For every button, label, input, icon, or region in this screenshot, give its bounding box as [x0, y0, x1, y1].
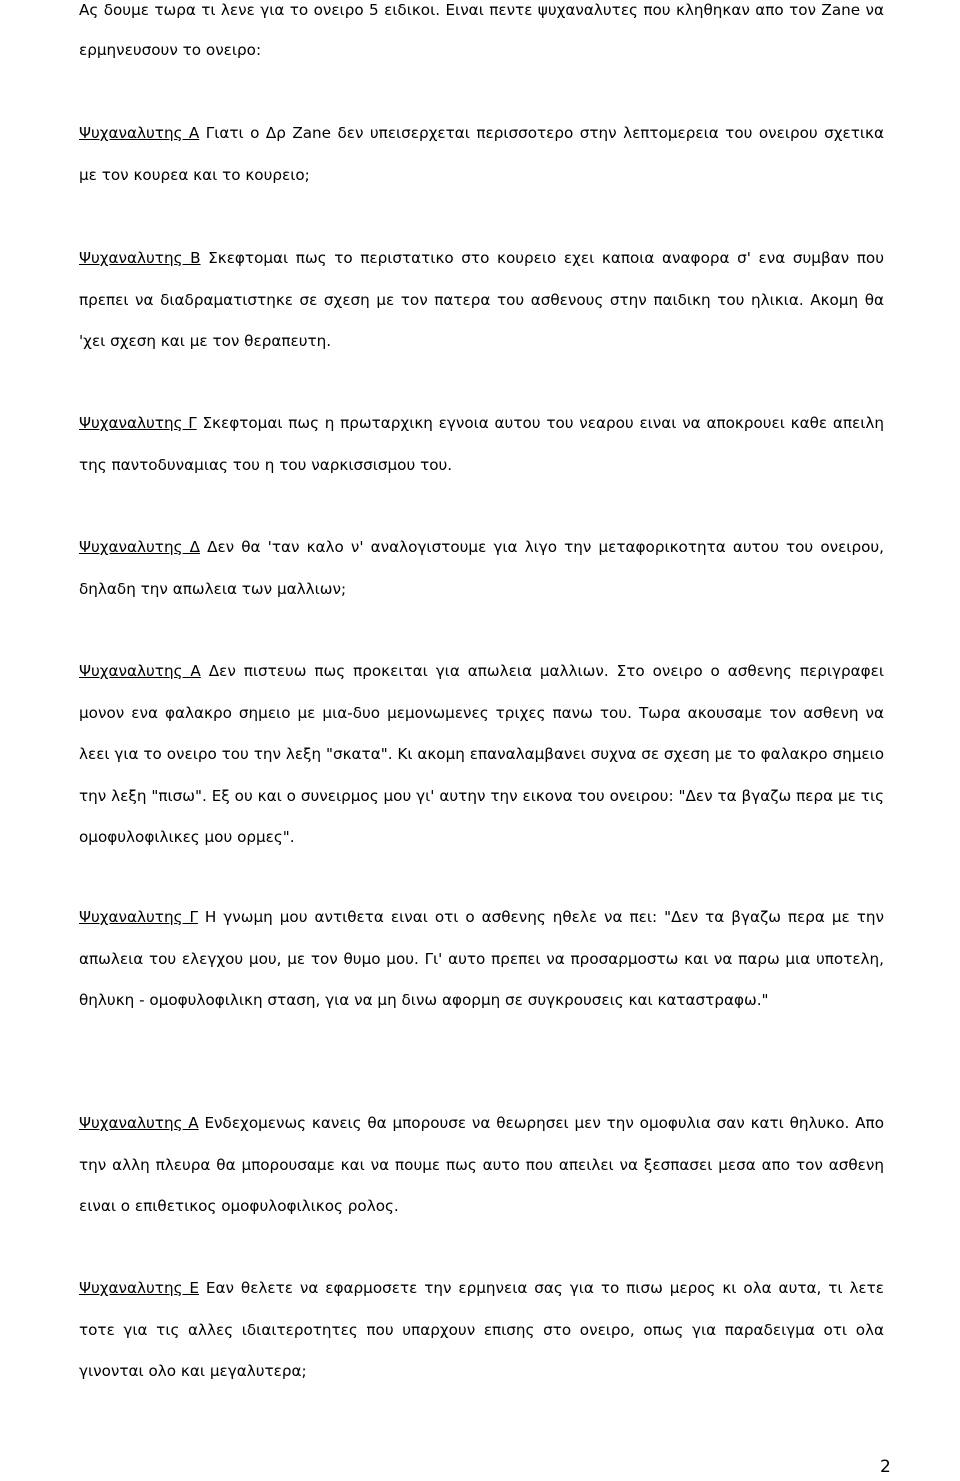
paragraph-text: Γιατι ο Δρ Zane δεν υπεισερχεται περισσοτερο στην λεπτομερεια του ονειρου σχετικα με τον κουρεα και το κουρειο; [79, 124, 884, 184]
paragraph-analyst-c-2 [79, 897, 884, 1022]
paragraph-text: Η γνωμη μου αντιθετα ειναι οτι ο ασθενης ηθελε να πει: "Δεν τα βγαζω περα με την απωλεια του ελεγχου μου, με τον θυμο μου. Γι' αυτο πρεπει να προσαρμοστω και να παρω μια υποτελη, θηλυκη - ομοφυλοφιλικη σταση, για να μη δινω αφορμη σε συγκρουσεις και καταστραφω." [79, 908, 884, 1009]
paragraph-analyst-e [79, 1268, 884, 1393]
paragraph-analyst-d [79, 527, 884, 610]
paragraph-analyst-a-1 [79, 113, 884, 196]
paragraph-analyst-c-1 [79, 403, 884, 486]
intro-text: Ας δουμε τωρα τι λενε για το ονειρο 5 ειδικοι. Ειναι πεντε ψυχαναλυτες που κληθηκαν απο τον Zane να ερμηνευσουν το ονειρο: [79, 1, 884, 59]
paragraph-analyst-b [79, 238, 884, 363]
paragraph-text: Ενδεχομενως κανεις θα μπορουσε να θεωρησει μεν την ομοφυλια σαν κατι θηλυκο. Απο την αλλη πλευρα θα μπορουσαμε και να πουμε πως αυτο που απειλει να ξεσπασει μεσα απο τον ασθενη ειναι ο επιθετικος ομοφυλοφιλικος ρολος. [79, 1114, 884, 1215]
paragraph-text: Σκεφτομαι πως η πρωταρχικη εγνοια αυτου του νεαρου ειναι να αποκρουει καθε απειλη της παντοδυναμιας του η του ναρκισσισμου του. [79, 414, 884, 474]
paragraph-analyst-a-2 [79, 651, 884, 859]
paragraph-text: Εαν θελετε να εφαρμοσετε την ερμηνεια σας για το πισω μερος κι ολα αυτα, τι λετε τοτε για τις αλλες ιδιαιτεροτητες που υπαρχουν επισης στο ονειρο, οπως για παραδειγμα οτι ολα γινονται ολο και μεγαλυτερα; [79, 1279, 884, 1380]
page-number: 2 [880, 1457, 891, 1477]
paragraph-text: Δεν θα 'ταν καλο ν' αναλογιστουμε για λιγο την μεταφορικοτητα αυτου του ονειρου, δηλαδη την απωλεια των μαλλιων; [79, 538, 884, 598]
speaker-label: Ψυχαναλυτης Γ [79, 908, 198, 926]
speaker-label: Ψυχαναλυτης Α [79, 662, 201, 680]
speaker-label: Ψυχαναλυτης Δ [79, 538, 200, 556]
speaker-label: Ψυχαναλυτης Γ [79, 414, 197, 432]
paragraph-analyst-a-3 [79, 1103, 884, 1228]
intro-paragraph [79, 0, 884, 70]
speaker-label: Ψυχαναλυτης Α [79, 1114, 199, 1132]
speaker-label: Ψυχαναλυτης Α [79, 124, 200, 142]
speaker-label: Ψυχαναλυτης Ε [79, 1279, 199, 1297]
paragraph-text: Δεν πιστευω πως προκειται για απωλεια μαλλιων. Στο ονειρο ο ασθενης περιγραφει μονον ενα φαλακρο σημειο με μια-δυο μεμονωμενες τριχες πανω του. Τωρα ακουσαμε τον ασθενη να λεει για το ονειρο του την λεξη "σκατα". Κι ακομη επαναλαμβανει συχνα σε σχεση με το φαλακρο σημειο την λεξη "πισω". Εξ ου και ο συνειρμος μου γι' αυτην την εικονα του ονειρου: "Δεν τα βγαζω περα με τις ομοφυλοφιλικες μου ορμες". [79, 662, 884, 846]
speaker-label: Ψυχαναλυτης Β [79, 249, 201, 267]
paragraph-text: Σκεφτομαι πως το περιστατικο στο κουρειο εχει καποια αναφορα σ' ενα συμβαν που πρεπει να διαδραματιστηκε σε σχεση με τον πατερα του ασθενους στην παιδικη του ηλικια. Ακομη θα 'χει σχεση και με τον θεραπευτη. [79, 249, 884, 350]
